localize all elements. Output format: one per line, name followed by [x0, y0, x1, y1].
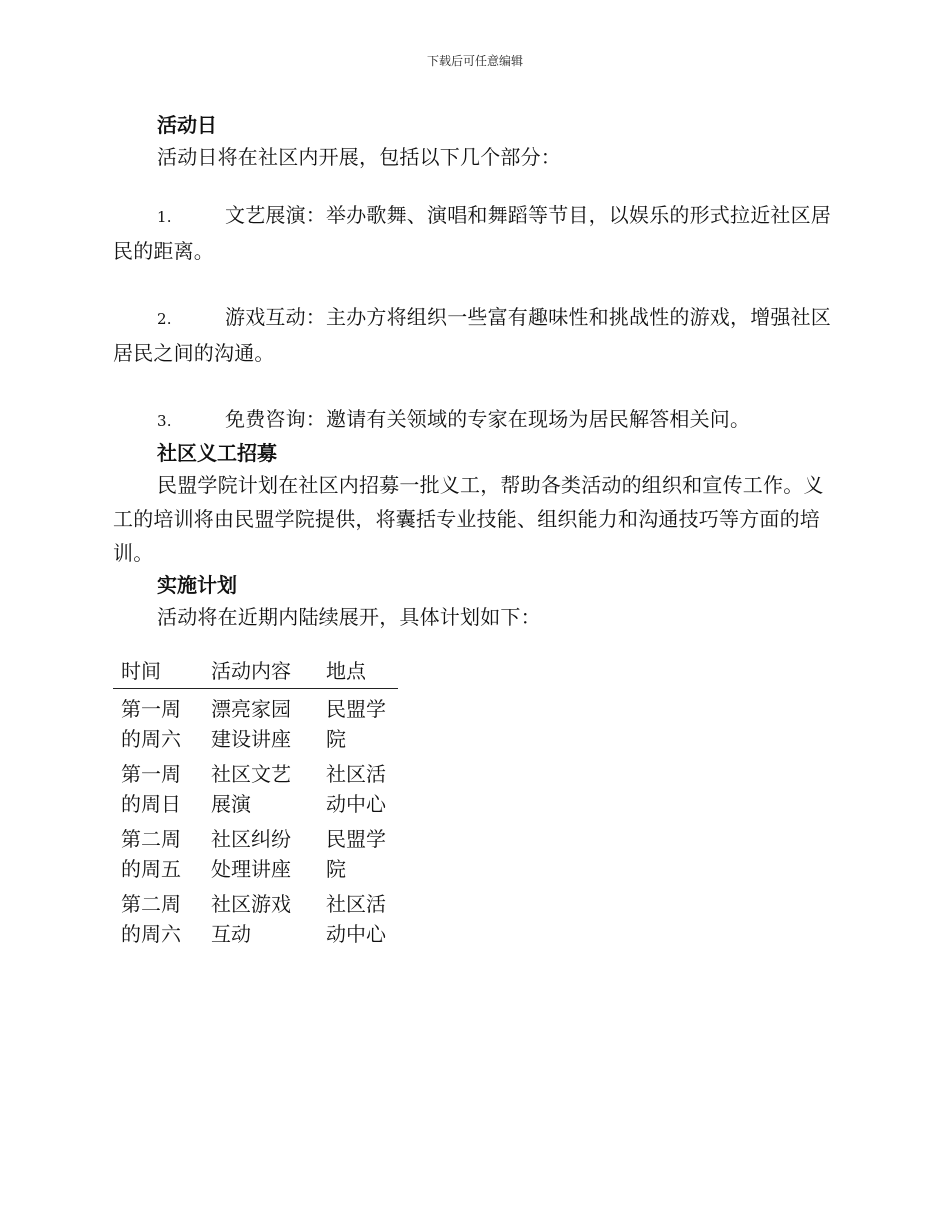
activity-day-intro: 活动日将在社区内开展，包括以下几个部分：: [157, 145, 561, 169]
table-cell: 民盟学院: [326, 827, 386, 881]
table-cell: 第二周的周六: [121, 892, 181, 946]
table-cell: 社区活动中心: [326, 892, 386, 946]
column-header-time: 时间: [113, 656, 203, 689]
table-cell: 民盟学院: [326, 697, 386, 751]
list-text: 免费咨询：邀请有关领域的专家在现场为居民解答相关问。: [225, 407, 751, 431]
table-cell: 社区纠纷处理讲座: [211, 827, 291, 881]
implementation-plan-intro: 活动将在近期内陆续展开，具体计划如下：: [157, 605, 541, 629]
table-cell: 第二周的周五: [121, 827, 181, 881]
section-heading-volunteer-recruitment: 社区义工招募: [157, 441, 277, 465]
list-number: 1.: [157, 208, 172, 226]
table-cell: 第一周的周六: [121, 697, 181, 751]
table-cell: 漂亮家园建设讲座: [211, 697, 291, 751]
column-header-location: 地点: [318, 656, 398, 689]
table-row: [113, 884, 398, 949]
table-row: [113, 754, 398, 819]
list-item: [113, 300, 833, 370]
section-heading-activity-day: 活动日: [157, 113, 217, 137]
list-number: 3.: [157, 412, 172, 430]
section-heading-implementation-plan: 实施计划: [157, 573, 237, 597]
list-text: 游戏互动：主办方将组织一些富有趣味性和挑战性的游戏，增强社区居民之间的沟通。: [113, 305, 831, 365]
table-cell: 社区活动中心: [326, 762, 386, 816]
schedule-table: [113, 656, 398, 949]
table-cell: 第一周的周日: [121, 762, 181, 816]
volunteer-recruitment-body: 民盟学院计划在社区内招募一批义工，帮助各类活动的组织和宣传工作。义工的培训将由民盟学院提供，将囊括专业技能、组织能力和沟通技巧等方面的培训。: [113, 473, 824, 565]
list-number: 2.: [157, 310, 172, 328]
table-cell: 社区文艺展演: [211, 762, 291, 816]
page-header: 下载后可任意编辑: [426, 54, 523, 68]
list-item: [113, 198, 833, 268]
column-header-content: 活动内容: [203, 656, 318, 689]
table-row: [113, 689, 398, 755]
list-text: 文艺展演：举办歌舞、演唱和舞蹈等节目，以娱乐的形式拉近社区居民的距离。: [113, 203, 831, 263]
table-header-row: [113, 656, 398, 689]
table-row: [113, 819, 398, 884]
document-body: [113, 110, 833, 949]
list-item: [113, 402, 833, 438]
table-cell: 社区游戏互动: [211, 892, 291, 946]
